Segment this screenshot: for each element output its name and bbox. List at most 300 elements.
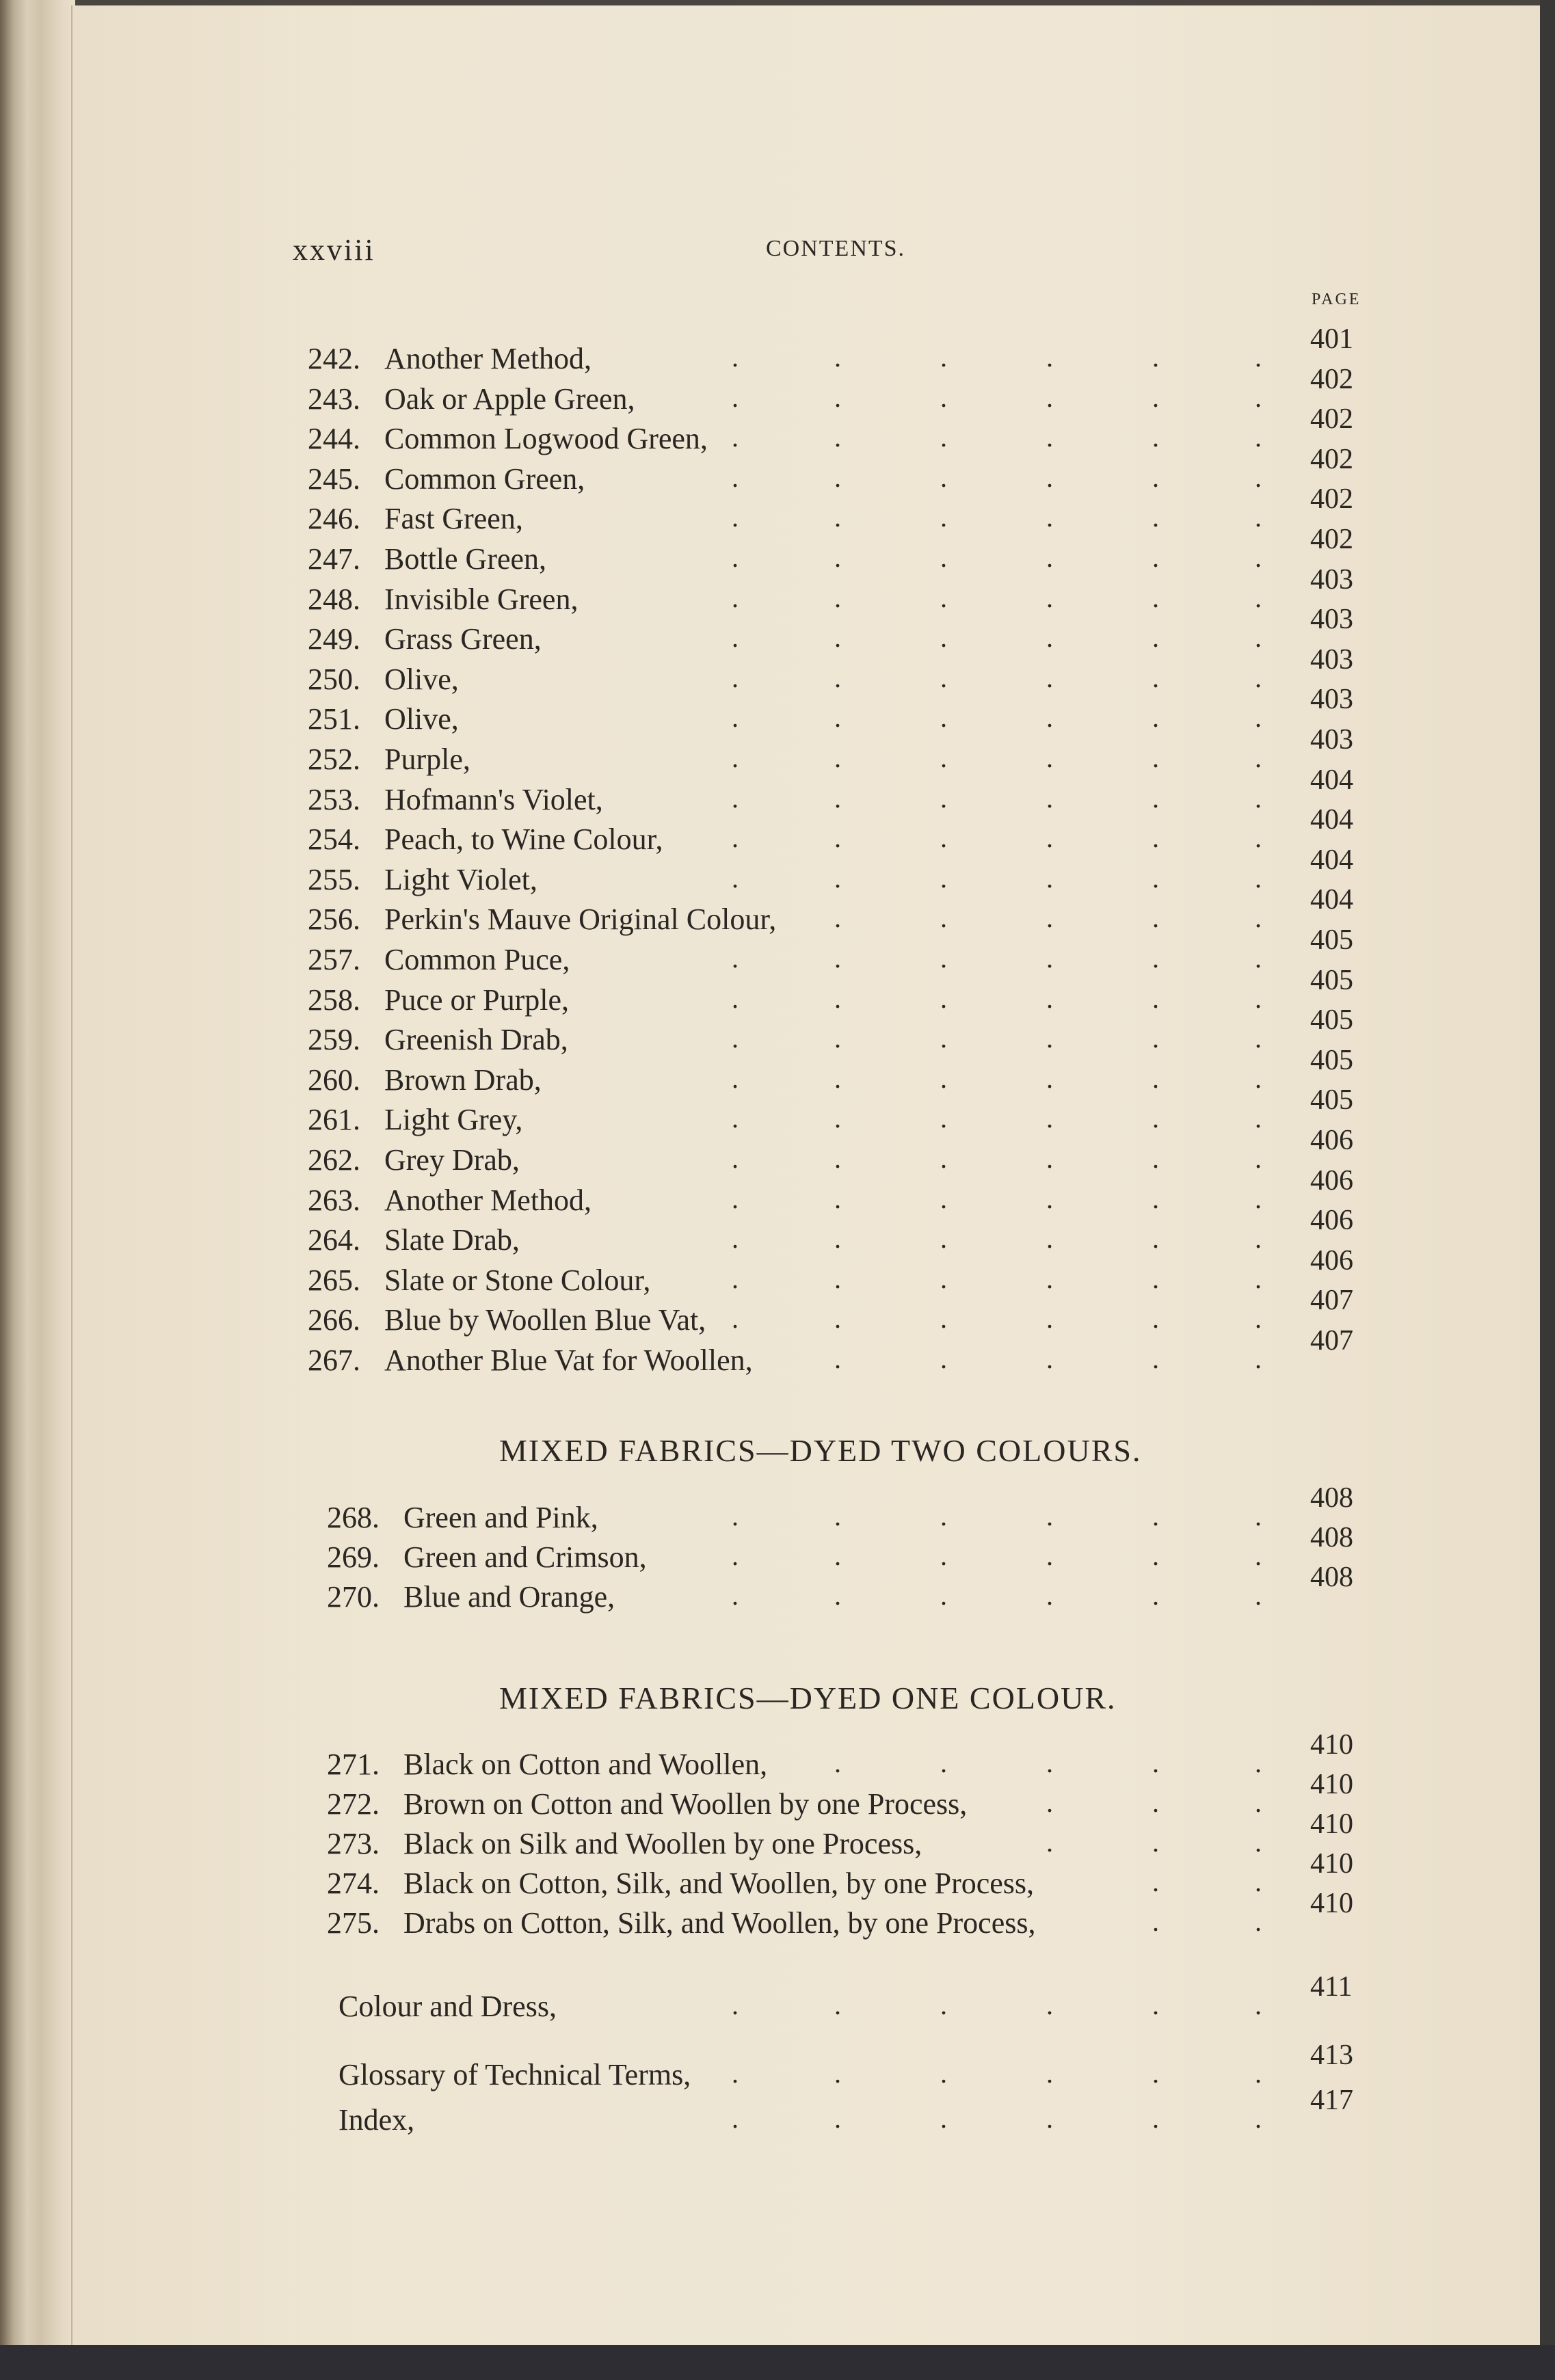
entry-page-number: 405 <box>1310 1004 1353 1037</box>
dot-leader: . <box>1255 1103 1262 1134</box>
entry-page-number: 413 <box>1310 2040 1353 2071</box>
dot-leader: . <box>1255 1501 1262 1532</box>
entry-page-number: 402 <box>1310 524 1353 555</box>
entry-title: Brown on Cotton and Woollen by one Process, <box>403 1787 968 1821</box>
entry-page-number: 410 <box>1310 1729 1353 1761</box>
dot-leader: . <box>940 902 947 934</box>
dot-leader: . <box>1046 1580 1053 1611</box>
entry-number: 257. <box>308 943 360 976</box>
entry-title: Another Blue Vat for Woollen, <box>384 1343 753 1377</box>
section-heading: MIXED FABRICS—DYED TWO COLOURS. <box>499 1433 1142 1468</box>
dot-leader: . <box>1152 1143 1159 1174</box>
dot-leader: . <box>732 2103 739 2134</box>
dot-leader: . <box>1046 823 1053 854</box>
entry-number: 265. <box>308 1263 360 1297</box>
entry-page-number: 405 <box>1310 964 1353 996</box>
dot-leader: . <box>1046 1183 1053 1214</box>
entry-page-number: 405 <box>1310 1044 1353 1076</box>
entry-number: 269. <box>327 1540 380 1574</box>
dot-leader: . <box>1255 1343 1262 1374</box>
entry-page-number: 408 <box>1310 1482 1353 1514</box>
entry-number: 255. <box>308 862 360 896</box>
toc-entry[interactable] <box>0 1562 1555 1614</box>
dot-leader: . <box>834 1143 841 1174</box>
dot-leader: . <box>1046 2058 1053 2089</box>
dot-leader: . <box>940 462 947 493</box>
dot-leader: . <box>1046 902 1053 934</box>
entry-title: Grey Drab, <box>384 1143 520 1177</box>
dot-leader: . <box>834 1103 841 1134</box>
entry-number: 266. <box>308 1303 360 1337</box>
entry-title: Blue by Woollen Blue Vat, <box>384 1303 706 1337</box>
dot-leader: . <box>732 2058 739 2089</box>
dot-leader: . <box>1255 1263 1262 1294</box>
entry-number: 254. <box>308 823 360 857</box>
dot-leader: . <box>732 702 739 734</box>
entry-number: 258. <box>308 982 360 1017</box>
entry-title: Hofmann's Violet, <box>384 782 603 816</box>
dot-leader: . <box>1046 782 1053 814</box>
dot-leader: . <box>732 743 739 773</box>
dot-leader: . <box>1255 382 1262 413</box>
entry-number: 272. <box>327 1787 380 1821</box>
entry-title: Index, <box>338 2103 415 2137</box>
dot-leader: . <box>1152 1580 1159 1611</box>
dot-leader: . <box>1255 702 1262 734</box>
entry-number: 268. <box>327 1501 380 1534</box>
dot-leader: . <box>940 422 947 453</box>
dot-leader: . <box>940 622 947 654</box>
dot-leader: . <box>940 1143 947 1174</box>
dot-leader: . <box>834 1540 841 1571</box>
dot-leader: . <box>1046 1223 1053 1255</box>
entry-page-number: 406 <box>1310 1164 1353 1196</box>
dot-leader: . <box>1046 1023 1053 1054</box>
dot-leader: . <box>1046 1827 1053 1858</box>
dot-leader: . <box>940 1263 947 1294</box>
dot-leader: . <box>732 462 739 493</box>
entry-title: Common Logwood Green, <box>384 422 708 456</box>
entry-page-number: 402 <box>1310 483 1353 516</box>
entry-page-number: 406 <box>1310 1205 1353 1237</box>
entry-title: Green and Pink, <box>403 1501 598 1534</box>
dot-leader: . <box>834 2058 841 2089</box>
dot-leader: . <box>1046 1062 1053 1094</box>
entry-page-number: 405 <box>1310 1084 1353 1117</box>
entry-page-number: 404 <box>1310 804 1353 836</box>
entry-number: 262. <box>308 1143 360 1177</box>
dot-leader: . <box>1152 862 1159 894</box>
dot-leader: . <box>732 982 739 1014</box>
dot-leader: . <box>1255 862 1262 894</box>
entry-title: Common Green, <box>384 462 585 496</box>
dot-leader: . <box>834 982 841 1014</box>
entry-number: 252. <box>308 743 360 776</box>
entry-title: Olive, <box>384 702 459 736</box>
dot-leader: . <box>1152 422 1159 453</box>
entry-page-number: 407 <box>1310 1325 1353 1356</box>
entry-number: 256. <box>308 902 360 937</box>
entry-title: Another Method, <box>384 342 592 375</box>
dot-leader: . <box>834 902 841 934</box>
dot-leader: . <box>1255 1143 1262 1174</box>
entry-title: Olive, <box>384 662 459 696</box>
dot-leader: . <box>834 662 841 693</box>
dot-leader: . <box>1046 943 1053 974</box>
entry-page-number: 403 <box>1310 604 1353 636</box>
dot-leader: . <box>1255 1540 1262 1571</box>
dot-leader: . <box>834 1580 841 1611</box>
dot-leader: . <box>1255 1748 1262 1778</box>
entry-page-number: 403 <box>1310 684 1353 716</box>
dot-leader: . <box>1046 462 1053 493</box>
entry-page-number: 404 <box>1310 844 1353 876</box>
dot-leader: . <box>1255 1787 1262 1818</box>
dot-leader: . <box>834 743 841 773</box>
entry-page-number: 410 <box>1310 1808 1353 1840</box>
dot-leader: . <box>834 422 841 453</box>
dot-leader: . <box>732 1143 739 1174</box>
entry-page-number: 410 <box>1310 1888 1353 1919</box>
dot-leader: . <box>1046 702 1053 734</box>
entry-number: 270. <box>327 1580 380 1614</box>
dot-leader: . <box>940 1303 947 1335</box>
dot-leader: . <box>834 1501 841 1532</box>
page-column-header: PAGE <box>1312 291 1361 308</box>
dot-leader: . <box>940 1103 947 1134</box>
dot-leader: . <box>1152 1748 1159 1778</box>
dot-leader: . <box>834 1990 841 2020</box>
dot-leader: . <box>834 862 841 894</box>
dot-leader: . <box>1255 662 1262 693</box>
dot-leader: . <box>732 342 739 373</box>
dot-leader: . <box>732 1023 739 1054</box>
entry-page-number: 402 <box>1310 363 1353 395</box>
toc-entry[interactable] <box>0 1888 1555 1940</box>
dot-leader: . <box>834 2103 841 2134</box>
dot-leader: . <box>940 2058 947 2089</box>
dot-leader: . <box>732 1183 739 1214</box>
dot-leader: . <box>834 1223 841 1255</box>
dot-leader: . <box>1046 342 1053 373</box>
dot-leader: . <box>1046 542 1053 573</box>
toc-entry[interactable] <box>0 2085 1555 2137</box>
dot-leader: . <box>1152 943 1159 974</box>
entry-number: 242. <box>308 342 360 375</box>
dot-leader: . <box>732 502 739 533</box>
entry-title: Colour and Dress, <box>338 1990 557 2023</box>
entry-title: Bottle Green, <box>384 542 547 576</box>
entry-number: 250. <box>308 662 360 696</box>
dot-leader: . <box>1046 1263 1053 1294</box>
dot-leader: . <box>940 542 947 573</box>
entry-title: Puce or Purple, <box>384 982 570 1017</box>
entry-page-number: 404 <box>1310 764 1353 796</box>
dot-leader: . <box>1046 1787 1053 1818</box>
dot-leader: . <box>940 1223 947 1255</box>
dot-leader: . <box>834 542 841 573</box>
dot-leader: . <box>1152 702 1159 734</box>
dot-leader: . <box>1046 1343 1053 1374</box>
dot-leader: . <box>732 1501 739 1532</box>
entry-page-number: 403 <box>1310 563 1353 596</box>
dot-leader: . <box>732 943 739 974</box>
dot-leader: . <box>1152 982 1159 1014</box>
entry-page-number: 406 <box>1310 1125 1353 1156</box>
entry-number: 264. <box>308 1223 360 1257</box>
dot-leader: . <box>834 502 841 533</box>
entry-title: Slate Drab, <box>384 1223 520 1257</box>
dot-leader: . <box>732 1263 739 1294</box>
dot-leader: . <box>732 1990 739 2020</box>
dot-leader: . <box>732 1303 739 1335</box>
dot-leader: . <box>1046 1103 1053 1134</box>
dot-leader: . <box>1255 1062 1262 1094</box>
dot-leader: . <box>1046 1748 1053 1778</box>
dot-leader: . <box>732 1580 739 1611</box>
dot-leader: . <box>834 1263 841 1294</box>
dot-leader: . <box>834 1343 841 1374</box>
entry-title: Slate or Stone Colour, <box>384 1263 651 1297</box>
dot-leader: . <box>834 943 841 974</box>
dot-leader: . <box>834 1303 841 1335</box>
dot-leader: . <box>940 1540 947 1571</box>
entry-title: Peach, to Wine Colour, <box>384 823 663 857</box>
dot-leader: . <box>1046 1143 1053 1174</box>
entry-title: Grass Green, <box>384 622 542 656</box>
entry-title: Greenish Drab, <box>384 1023 568 1057</box>
dot-leader: . <box>1255 2103 1262 2134</box>
dot-leader: . <box>1255 502 1262 533</box>
dot-leader: . <box>1152 1906 1159 1937</box>
dot-leader: . <box>1046 1501 1053 1532</box>
entry-number: 247. <box>308 542 360 576</box>
dot-leader: . <box>1046 1540 1053 1571</box>
dot-leader: . <box>940 982 947 1014</box>
dot-leader: . <box>1152 462 1159 493</box>
dot-leader: . <box>732 1062 739 1094</box>
dot-leader: . <box>1152 1827 1159 1858</box>
dot-leader: . <box>732 862 739 894</box>
dot-leader: . <box>940 782 947 814</box>
dot-leader: . <box>940 823 947 854</box>
dot-leader: . <box>1152 1540 1159 1571</box>
dot-leader: . <box>940 342 947 373</box>
dot-leader: . <box>1152 622 1159 654</box>
dot-leader: . <box>1152 1867 1159 1897</box>
dot-leader: . <box>1046 743 1053 773</box>
dot-leader: . <box>1255 542 1262 573</box>
dot-leader: . <box>1152 662 1159 693</box>
dot-leader: . <box>940 1748 947 1778</box>
dot-leader: . <box>1152 502 1159 533</box>
dot-leader: . <box>940 382 947 413</box>
entry-page-number: 405 <box>1310 924 1353 956</box>
dot-leader: . <box>1152 1023 1159 1054</box>
dot-leader: . <box>1046 582 1053 613</box>
entry-page-number: 403 <box>1310 643 1353 676</box>
dot-leader: . <box>1046 2103 1053 2134</box>
dot-leader: . <box>1046 422 1053 453</box>
dot-leader: . <box>940 1990 947 2020</box>
dot-leader: . <box>940 662 947 693</box>
dot-leader: . <box>732 1103 739 1134</box>
dot-leader: . <box>834 582 841 613</box>
dot-leader: . <box>1152 542 1159 573</box>
dot-leader: . <box>1255 982 1262 1014</box>
entry-number: 251. <box>308 702 360 736</box>
dot-leader: . <box>834 1062 841 1094</box>
dot-leader: . <box>1152 1303 1159 1335</box>
dot-leader: . <box>1046 622 1053 654</box>
dot-leader: . <box>940 1343 947 1374</box>
dot-leader: . <box>1255 2058 1262 2089</box>
dot-leader: . <box>1046 1990 1053 2020</box>
entry-page-number: 402 <box>1310 443 1353 475</box>
dot-leader: . <box>1255 422 1262 453</box>
dot-leader: . <box>1152 823 1159 854</box>
entry-title: Green and Crimson, <box>403 1540 647 1574</box>
dot-leader: . <box>1152 582 1159 613</box>
dot-leader: . <box>834 462 841 493</box>
entry-page-number: 410 <box>1310 1769 1353 1800</box>
entry-number: 253. <box>308 782 360 816</box>
entry-number: 249. <box>308 622 360 656</box>
dot-leader: . <box>732 422 739 453</box>
dot-leader: . <box>732 582 739 613</box>
entry-page-number: 406 <box>1310 1244 1353 1276</box>
entry-title: Oak or Apple Green, <box>384 382 635 416</box>
dot-leader: . <box>1152 782 1159 814</box>
dot-leader: . <box>1152 342 1159 373</box>
dot-leader: . <box>940 1501 947 1532</box>
entry-title: Fast Green, <box>384 502 523 536</box>
dot-leader: . <box>1255 1867 1262 1897</box>
entry-number: 261. <box>308 1103 360 1137</box>
dot-leader: . <box>1046 982 1053 1014</box>
entry-page-number: 401 <box>1310 323 1353 355</box>
dot-leader: . <box>1255 582 1262 613</box>
dot-leader: . <box>1152 1062 1159 1094</box>
dot-leader: . <box>1255 1906 1262 1937</box>
dot-leader: . <box>1255 1183 1262 1214</box>
dot-leader: . <box>1152 1501 1159 1532</box>
dot-leader: . <box>940 1062 947 1094</box>
dot-leader: . <box>1152 1183 1159 1214</box>
dot-leader: . <box>732 782 739 814</box>
dot-leader: . <box>732 382 739 413</box>
entry-title: Brown Drab, <box>384 1062 542 1097</box>
dot-leader: . <box>834 342 841 373</box>
toc-entry[interactable] <box>0 1971 1555 2024</box>
dot-leader: . <box>1152 743 1159 773</box>
dot-leader: . <box>940 943 947 974</box>
dot-leader: . <box>1046 382 1053 413</box>
entry-number: 267. <box>308 1343 360 1377</box>
dot-leader: . <box>732 542 739 573</box>
entry-title: Light Grey, <box>384 1103 523 1137</box>
entry-number: 244. <box>308 422 360 456</box>
dot-leader: . <box>834 702 841 734</box>
dot-leader: . <box>1255 1023 1262 1054</box>
entry-page-number: 404 <box>1310 884 1353 916</box>
entry-number: 246. <box>308 502 360 536</box>
dot-leader: . <box>940 743 947 773</box>
entry-number: 245. <box>308 462 360 496</box>
dot-leader: . <box>1046 862 1053 894</box>
entry-number: 274. <box>327 1867 380 1900</box>
entry-number: 243. <box>308 382 360 416</box>
entry-page-number: 417 <box>1310 2085 1353 2116</box>
dot-leader: . <box>1255 1303 1262 1335</box>
dot-leader: . <box>1046 502 1053 533</box>
dot-leader: . <box>1152 2058 1159 2089</box>
entry-title: Drabs on Cotton, Silk, and Woollen, by one Process, <box>403 1906 1036 1940</box>
dot-leader: . <box>834 1023 841 1054</box>
entry-title: Perkin's Mauve Original Colour, <box>384 902 777 937</box>
entry-title: Glossary of Technical Terms, <box>338 2058 691 2091</box>
dot-leader: . <box>940 502 947 533</box>
dot-leader: . <box>1152 1990 1159 2020</box>
dot-leader: . <box>1255 943 1262 974</box>
dot-leader: . <box>1152 2103 1159 2134</box>
entry-title: Black on Silk and Woollen by one Process, <box>403 1827 922 1860</box>
entry-title: Common Puce, <box>384 943 570 976</box>
dot-leader: . <box>1255 782 1262 814</box>
dot-leader: . <box>940 2103 947 2134</box>
dot-leader: . <box>1152 1223 1159 1255</box>
toc-entry[interactable] <box>0 1325 1555 1378</box>
page-folio: xxviii <box>293 233 375 267</box>
entry-number: 273. <box>327 1827 380 1860</box>
dot-leader: . <box>834 823 841 854</box>
entry-title: Black on Cotton and Woollen, <box>403 1748 768 1781</box>
dot-leader: . <box>940 862 947 894</box>
dot-leader: . <box>732 823 739 854</box>
dot-leader: . <box>1255 823 1262 854</box>
dot-leader: . <box>1255 462 1262 493</box>
entry-title: Blue and Orange, <box>403 1580 615 1614</box>
running-title: CONTENTS. <box>766 236 906 261</box>
entry-page-number: 408 <box>1310 1522 1353 1553</box>
dot-leader: . <box>1046 1303 1053 1335</box>
dot-leader: . <box>732 1223 739 1255</box>
entry-number: 248. <box>308 582 360 616</box>
dot-leader: . <box>940 1580 947 1611</box>
dot-leader: . <box>940 582 947 613</box>
dot-leader: . <box>732 622 739 654</box>
entry-number: 259. <box>308 1023 360 1057</box>
dot-leader: . <box>940 702 947 734</box>
dot-leader: . <box>1152 902 1159 934</box>
section-heading: MIXED FABRICS—DYED ONE COLOUR. <box>499 1681 1117 1715</box>
entry-page-number: 403 <box>1310 724 1353 756</box>
dot-leader: . <box>1152 1787 1159 1818</box>
dot-leader: . <box>732 1540 739 1571</box>
entry-number: 263. <box>308 1183 360 1217</box>
dot-leader: . <box>834 782 841 814</box>
dot-leader: . <box>940 1183 947 1214</box>
dot-leader: . <box>940 1023 947 1054</box>
entry-title: Light Violet, <box>384 862 537 896</box>
dot-leader: . <box>1255 342 1262 373</box>
dot-leader: . <box>1046 662 1053 693</box>
dot-leader: . <box>834 1183 841 1214</box>
entry-page-number: 407 <box>1310 1285 1353 1317</box>
entry-page-number: 402 <box>1310 403 1353 436</box>
dot-leader: . <box>1255 743 1262 773</box>
dot-leader: . <box>1152 382 1159 413</box>
